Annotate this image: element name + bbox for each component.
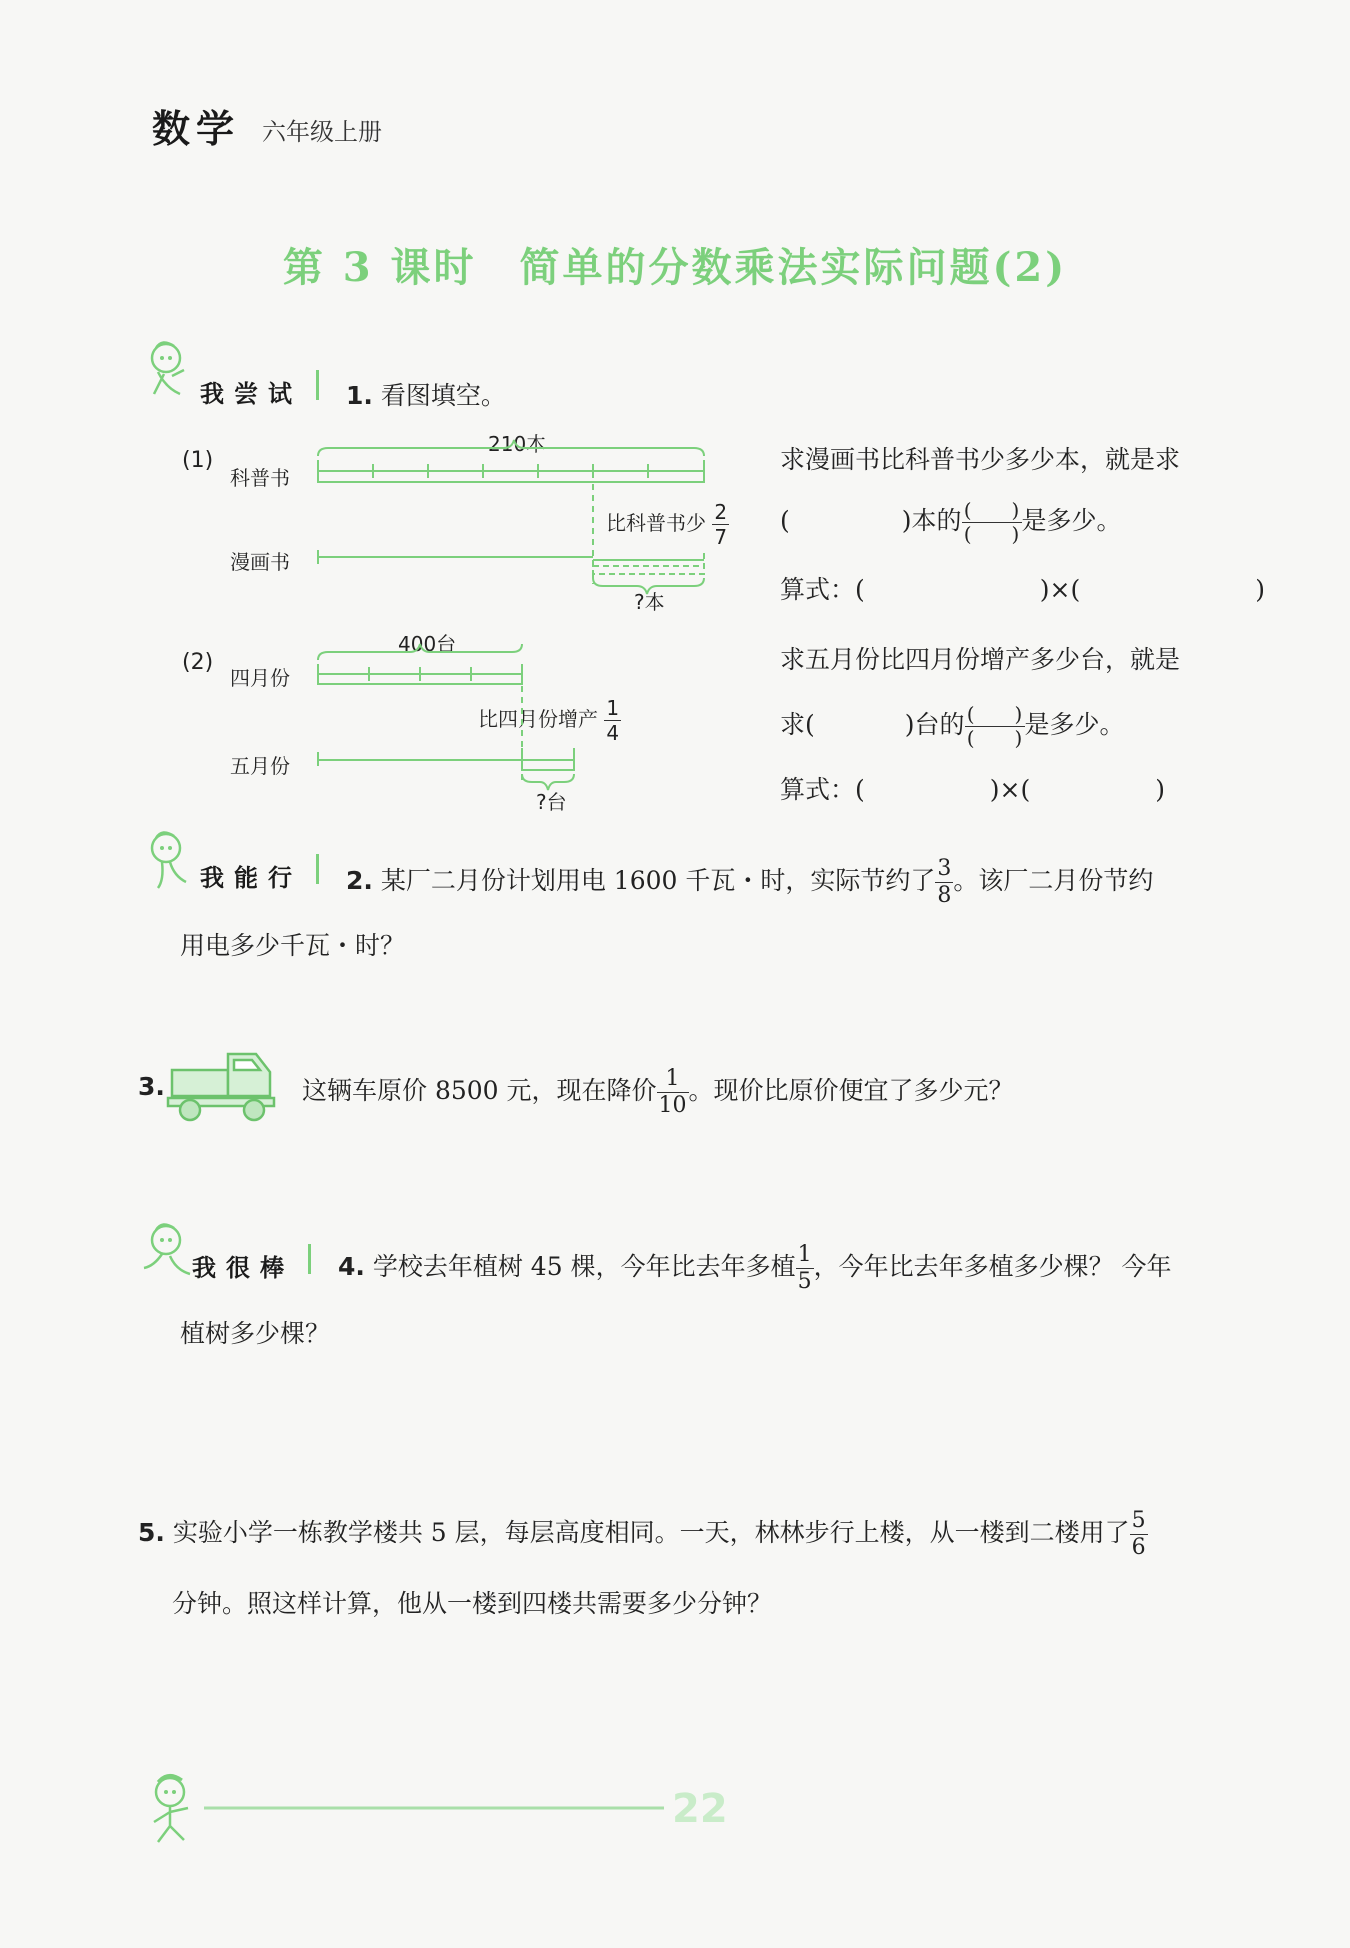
fraction: $\frac{1}{4}$ — [606, 696, 620, 745]
part-index-1: (1) — [182, 448, 214, 473]
blank-open: ( — [780, 506, 790, 535]
row-label-may: 五月份 — [230, 754, 290, 778]
text: 是多少。 — [1024, 710, 1125, 739]
fraction: $\frac{5}{6}$ — [1131, 1508, 1146, 1560]
p1-line1: 求漫画书比科普书少多少本，就是求 — [780, 445, 1181, 474]
question-text: 看图填空。 — [380, 381, 506, 410]
question-number: 3. — [138, 1072, 165, 1101]
total-label: 210本 — [488, 432, 547, 456]
text: 是多少。 — [1021, 506, 1122, 535]
question-text: ，今年比去年多植多少棵？ 今年 — [813, 1252, 1172, 1281]
p1-formula[interactable]: 算式：( )×( ) — [780, 575, 1265, 604]
fraction: $\frac{3}{8}$ — [937, 856, 952, 908]
lesson-title: 第 3 课时 简单的分数乘法实际问题(2) — [282, 244, 1068, 291]
total-label: 400台 — [398, 632, 457, 656]
section-tag-try: 我尝试 — [200, 380, 302, 408]
unknown-label: ?台 — [536, 790, 567, 814]
question-text: 学校去年植树 45 棵，今年比去年多植 — [372, 1252, 796, 1281]
more-text: 比四月份增产 — [478, 707, 598, 731]
question-text: 。该厂二月份节约 — [953, 866, 1154, 895]
fraction: $\frac{1}{10}$ — [658, 1066, 687, 1118]
question-text: 某厂二月份计划用电 1600 千瓦・时，实际节约了 — [380, 866, 936, 895]
section-tag-can: 我能行 — [200, 864, 302, 892]
subject-label: 数学 — [152, 107, 241, 151]
question-number: 1. — [346, 381, 373, 410]
fraction-blank[interactable]: ( ) ( ) — [965, 704, 1025, 749]
question-text: 这辆车原价 8500 元，现在降价 — [302, 1076, 657, 1105]
blank-open: 求( — [780, 710, 815, 739]
row-label-comic-books: 漫画书 — [230, 550, 290, 574]
fraction: $\frac{1}{5}$ — [797, 1242, 812, 1294]
question-5-cont: 分钟。照这样计算，他从一楼到四楼共需要多少分钟？ — [172, 1589, 773, 1618]
text: )台的 — [904, 710, 965, 739]
text: )本的 — [901, 506, 962, 535]
section-tag-great: 我很棒 — [192, 1254, 294, 1282]
question-4-cont: 植树多少棵？ — [180, 1319, 331, 1348]
question-2-cont: 用电多少千瓦・时？ — [180, 931, 406, 960]
fraction-blank[interactable]: ( ) ( ) — [962, 500, 1022, 545]
less-text: 比科普书少 — [606, 511, 706, 535]
fraction: $\frac{2}{7}$ — [714, 500, 728, 549]
p2-line1: 求五月份比四月份增产多少台，就是 — [780, 645, 1181, 674]
page-number: 22 — [672, 1786, 728, 1832]
row-label-science-books: 科普书 — [230, 466, 290, 490]
row-label-april: 四月份 — [230, 666, 290, 690]
unknown-label: ?本 — [634, 590, 665, 614]
question-number: 4. — [338, 1252, 365, 1281]
question-text: 实验小学一栋教学楼共 5 层，每层高度相同。一天，林林步行上楼，从一楼到二楼用了 — [172, 1518, 1130, 1547]
grade-label: 六年级上册 — [262, 118, 382, 146]
p2-formula[interactable]: 算式：( )×( ) — [780, 775, 1165, 804]
question-number: 5. — [138, 1518, 165, 1547]
part-index-2: (2) — [182, 650, 214, 675]
question-number: 2. — [346, 866, 373, 895]
question-text: 。现价比原价便宜了多少元？ — [688, 1076, 1014, 1105]
